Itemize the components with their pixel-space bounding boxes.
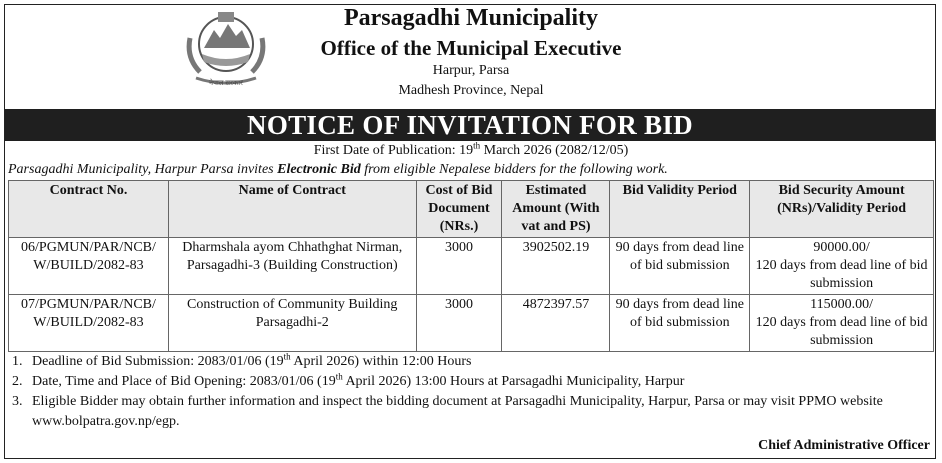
col-security: Bid Security Amount (NRs)/Validity Period xyxy=(750,181,934,238)
note-item: 1. Deadline of Bid Submission: 2083/01/06 (19th April 2026) within 12:00 Hours xyxy=(12,351,472,369)
org-name: Parsagadhi Municipality xyxy=(343,5,599,31)
cell-name: Dharmshala ayom Chhathghat Nirman, Parsagadhi-3 (Building Construction) xyxy=(168,238,416,295)
col-validity: Bid Validity Period xyxy=(610,181,750,238)
col-contract-no: Contract No. xyxy=(9,181,169,238)
cell-contract-no: 07/PGMUN/PAR/NCB/ W/BUILD/2082-83 xyxy=(9,295,169,352)
table-row xyxy=(9,238,934,295)
note-item: 2. Date, Time and Place of Bid Opening: 2083/01/06 (19th April 2026) 13:00 Hours at Parsagadhi Municipality, Harpur xyxy=(12,371,685,389)
address-line-2: Madhesh Province, Nepal xyxy=(398,83,544,98)
intro-text: Parsagadhi Municipality, Harpur Parsa invites Electronic Bid from eligible Nepalese bidders for the following work. xyxy=(8,162,668,177)
svg-text:नेपाल सरकार: नेपाल सरकार xyxy=(209,79,243,87)
cell-validity: 90 days from dead line of bid submission xyxy=(610,295,750,352)
col-estimate: Estimated Amount (With vat and PS) xyxy=(502,181,610,238)
bid-table xyxy=(8,180,934,352)
cell-security: 90000.00/ 120 days from dead line of bid submission xyxy=(750,238,934,295)
cell-estimate: 3902502.19 xyxy=(502,238,610,295)
cell-name: Construction of Community Building Parsagadhi-2 xyxy=(168,295,416,352)
publication-date: First Date of Publication: 19th March 2026 (2082/12/05) xyxy=(313,140,629,158)
address-line-1: Harpur, Parsa xyxy=(432,63,510,78)
cell-contract-no: 06/PGMUN/PAR/NCB/ W/BUILD/2082-83 xyxy=(9,238,169,295)
cell-estimate: 4872397.57 xyxy=(502,295,610,352)
note-item: 3. Eligible Bidder may obtain further information and inspect the bidding document at Parsagadhi Municipality, Harpur, Parsa or may visit PPMO website www.bolpatra.gov.np/egp. xyxy=(12,394,883,429)
table-header-row xyxy=(9,181,934,238)
table-row xyxy=(9,295,934,352)
notes-list xyxy=(12,352,930,432)
col-name: Name of Contract xyxy=(168,181,416,238)
cell-cost: 3000 xyxy=(416,295,502,352)
cell-cost: 3000 xyxy=(416,238,502,295)
cell-validity: 90 days from dead line of bid submission xyxy=(610,238,750,295)
header xyxy=(0,4,942,101)
col-cost: Cost of Bid Document (NRs.) xyxy=(416,181,502,238)
office-name: Office of the Municipal Executive xyxy=(320,36,622,60)
notice-title: NOTICE OF INVITATION FOR BID xyxy=(5,109,935,141)
signatory: Chief Administrative Officer xyxy=(758,438,930,453)
cell-security: 115000.00/ 120 days from dead line of bid submission xyxy=(750,295,934,352)
